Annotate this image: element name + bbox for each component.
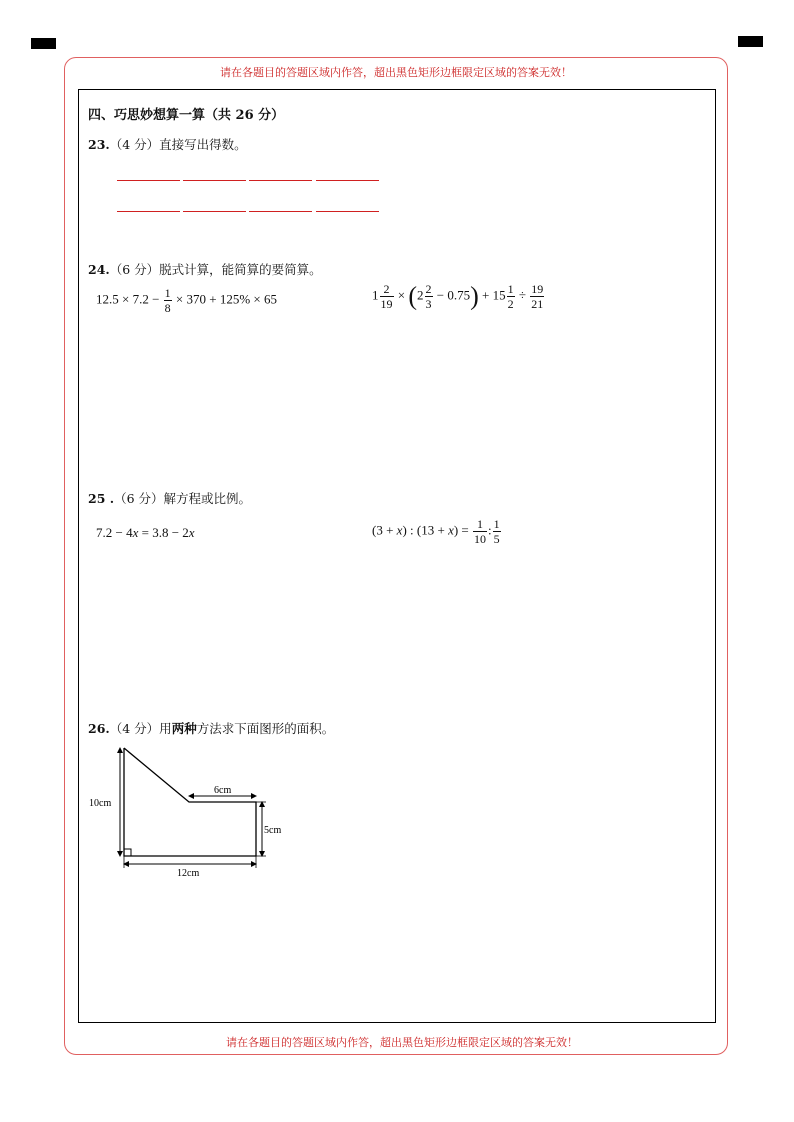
notice-top: 请在各题目的答题区域内作答，超出黑色矩形边框限定区域的答案无效！ — [220, 66, 572, 79]
fraction: $\frac{1}{10}$ — [474, 517, 487, 546]
question-number: 25 . — [88, 491, 115, 506]
question-number: 26. — [88, 721, 110, 736]
question-24 — [88, 260, 322, 278]
right-angle-mark — [124, 849, 131, 856]
answer-blank[interactable] — [249, 180, 312, 181]
answer-blank[interactable] — [117, 180, 180, 181]
corner-mark-left — [31, 38, 56, 49]
fraction: $\frac{19}{21}$ — [531, 282, 544, 311]
question-number: 23. — [88, 137, 110, 152]
question-25 — [88, 489, 251, 507]
fraction: $\frac{1}{2}$ — [507, 282, 514, 311]
expression-24-1: 12.5 × 7.2 − $\frac{1}{8}$ × 370 + 125% × 65 — [96, 286, 277, 315]
label-bottom: 12cm — [177, 868, 200, 879]
question-text: （6 分）脱式计算，能简算的要简算。 — [109, 262, 322, 277]
equation-25-1: 7.2 − 4x = 3.8 − 2x — [96, 525, 195, 540]
label-left: 10cm — [89, 798, 112, 809]
answer-blank[interactable] — [183, 180, 246, 181]
equation-25-2: (3 + x) : (13 + x) = $\frac{1}{10}$ : $\frac{1}{5}$ — [372, 517, 500, 546]
answer-blank[interactable] — [117, 211, 180, 212]
label-top: 6cm — [214, 785, 232, 796]
answer-box-black-frame — [78, 89, 716, 1023]
question-text: （6 分）解方程或比例。 — [114, 491, 252, 506]
fraction: $\frac{2}{3}$ — [425, 282, 432, 311]
question-23 — [88, 135, 247, 153]
figure-outline — [124, 748, 256, 856]
fraction: $\frac{1}{8}$ — [164, 286, 171, 315]
label-right: 5cm — [264, 825, 282, 836]
notice-bottom: 请在各题目的答题区域内作答，超出黑色矩形边框限定区域的答案无效！ — [226, 1036, 578, 1049]
question-number: 24. — [88, 262, 110, 277]
fraction: $\frac{1}{5}$ — [493, 517, 500, 546]
corner-mark-right — [738, 36, 763, 47]
answer-blank[interactable] — [249, 211, 312, 212]
answer-blank[interactable] — [316, 211, 379, 212]
trapezoid-rectangle-figure — [86, 742, 296, 882]
answer-blank[interactable] — [316, 180, 379, 181]
expression-24-2: 1 $\frac{2}{19}$ × (2 $\frac{2}{3}$ − 0.75) + 15 $\frac{1}{2}$ ÷ $\frac{19}{21}$ — [372, 281, 544, 311]
fraction: $\frac{2}{19}$ — [380, 282, 393, 311]
question-26: 26.（4 分）用两种方法求下面图形的面积。 — [88, 721, 335, 736]
section-title: 四、巧思妙想算一算（共 26 分） — [88, 108, 285, 123]
answer-blank[interactable] — [183, 211, 246, 212]
question-text: （4 分）直接写出得数。 — [109, 137, 247, 152]
